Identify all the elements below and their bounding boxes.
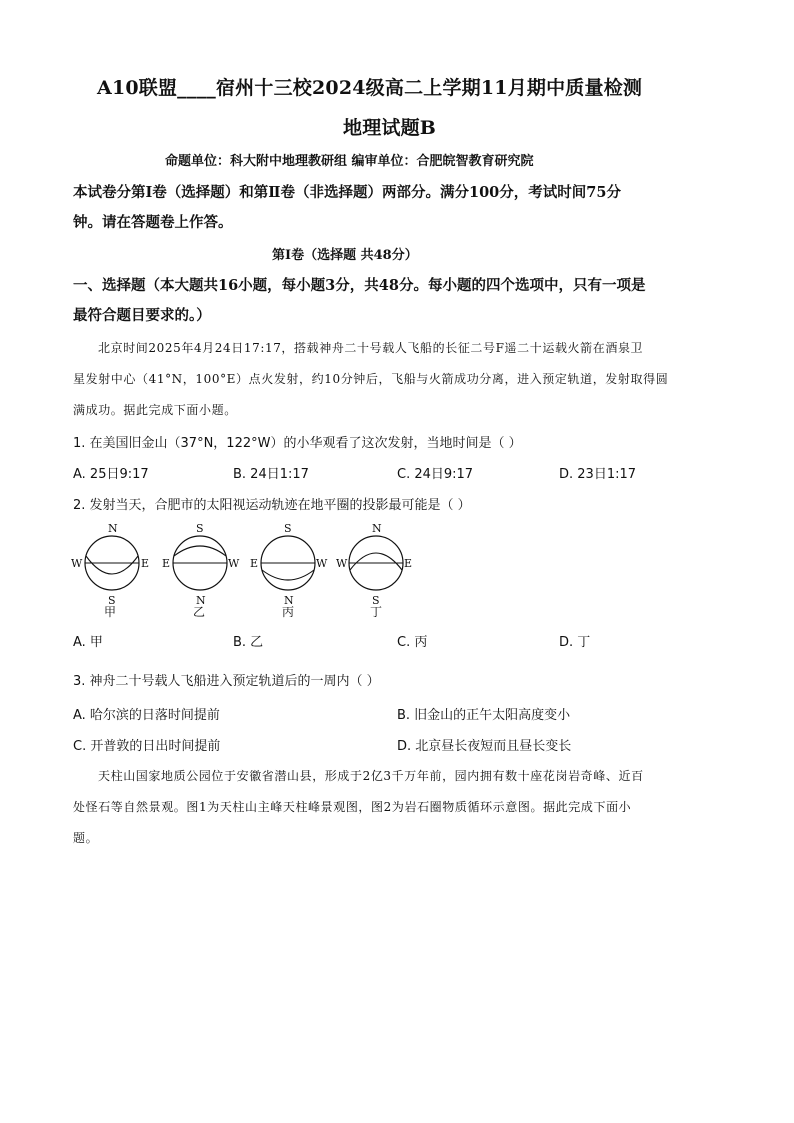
sun-path-diagram-ding [332, 520, 422, 610]
question-2-option-c[interactable]: C. 丙 [397, 635, 428, 650]
diagram-ding-name: 丁 [370, 605, 383, 619]
question-2-option-d[interactable]: D. 丁 [559, 635, 591, 650]
question-3-option-c[interactable]: C. 开普敦的日出时间提前 [73, 739, 221, 754]
question-3-option-a[interactable]: A. 哈尔滨的日落时间提前 [73, 708, 220, 723]
diagram-jia-right-label: E [141, 557, 150, 570]
passage-1-line-3: 满成功。据此完成下面小题。 [73, 403, 237, 417]
diagram-jia-bottom-label: S [108, 594, 116, 607]
diagram-bing-name: 丙 [282, 605, 295, 619]
question-1-option-c[interactable]: C. 24日9:17 [397, 467, 474, 482]
passage-2-line-1: 天柱山国家地质公园位于安徽省潜山县，形成于2亿3千万年前，园内拥有数十座花岗岩奇峰、近百 [98, 769, 644, 783]
diagram-ding-top-label: N [372, 522, 382, 535]
exam-subtitle: 地理试题B [343, 117, 437, 139]
diagram-bing-right-label: W [316, 557, 328, 570]
diagram-jia-name: 甲 [104, 605, 117, 619]
intro-line-2: 钟。请在答题卷上作答。 [73, 214, 233, 231]
question-3-option-b[interactable]: B. 旧金山的正午太阳高度变小 [397, 708, 571, 723]
question-2-option-a[interactable]: A. 甲 [73, 635, 103, 650]
passage-2-line-2: 处怪石等自然景观。图1为天柱山主峰天柱峰景观图，图2为岩石圈物质循环示意图。据此完成下面小 [73, 800, 632, 814]
section-instruction-2: 最符合题目要求的。） [73, 307, 211, 324]
question-3-stem: 3. 神舟二十号载人飞船进入预定轨道后的一周内（ ） [73, 674, 380, 689]
sun-path-diagram-bing [244, 520, 334, 610]
diagram-jia-left-label: W [71, 557, 83, 570]
question-1-option-b[interactable]: B. 24日1:17 [233, 467, 309, 482]
sun-path-diagram-jia [68, 520, 158, 610]
diagram-yi-right-label: W [228, 557, 240, 570]
diagram-bing-left-label: E [250, 557, 259, 570]
diagram-jia-top-label: N [108, 522, 118, 535]
exam-title: A10联盟____宿州十三校2024级高二上学期11月期中质量检测 [97, 77, 643, 99]
diagram-bing-top-label: S [284, 522, 292, 535]
section-title: 第Ⅰ卷（选择题 共48分） [272, 248, 418, 263]
diagram-yi-bottom-label: N [196, 594, 206, 607]
question-1-option-a[interactable]: A. 25日9:17 [73, 467, 149, 482]
diagram-bing-bottom-label: N [284, 594, 294, 607]
section-instruction-1: 一、选择题（本大题共16小题，每小题3分，共48分。每小题的四个选项中，只有一项是 [73, 277, 646, 294]
question-1-option-d[interactable]: D. 23日1:17 [559, 467, 637, 482]
question-2-option-b[interactable]: B. 乙 [233, 635, 264, 650]
diagram-ding-left-label: W [336, 557, 348, 570]
passage-1-line-2: 星发射中心（41°N，100°E）点火发射，约10分钟后，飞船与火箭成功分离，进入预定轨道，发射取得圆 [73, 372, 669, 386]
passage-1-line-1: 北京时间2025年4月24日17:17，搭载神舟二十号载人飞船的长征二号F遥二十运载火箭在酒泉卫 [98, 341, 644, 355]
author-units: 命题单位：科大附中地理教研组 编审单位：合肥皖智教育研究院 [165, 154, 534, 169]
intro-line-1: 本试卷分第Ⅰ卷（选择题）和第Ⅱ卷（非选择题）两部分。满分100分，考试时间75分 [73, 184, 621, 201]
question-3-option-d[interactable]: D. 北京昼长夜短而且昼长变长 [397, 739, 572, 754]
diagram-yi-top-label: S [196, 522, 204, 535]
diagram-yi-name: 乙 [193, 605, 206, 619]
question-2-stem: 2. 发射当天，合肥市的太阳视运动轨迹在地平圈的投影最可能是（ ） [73, 498, 471, 513]
passage-2-line-3: 题。 [73, 831, 99, 845]
diagram-yi-left-label: E [162, 557, 171, 570]
diagram-ding-right-label: E [404, 557, 413, 570]
question-1-stem: 1. 在美国旧金山（37°N，122°W）的小华观看了这次发射，当地时间是（ ） [73, 436, 522, 451]
sun-path-diagram-yi [156, 520, 246, 610]
diagram-ding-bottom-label: S [372, 594, 380, 607]
